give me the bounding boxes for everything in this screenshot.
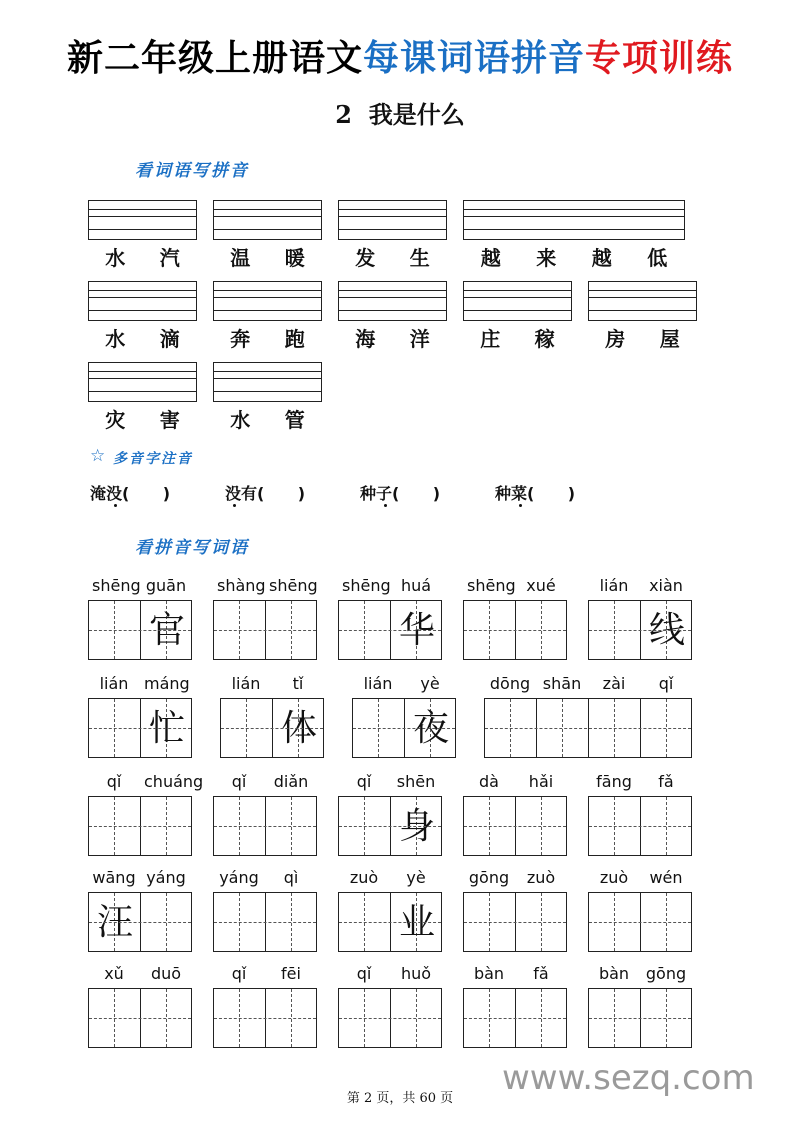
tianzige-grid[interactable] [213, 796, 317, 856]
pinyin-label: dà [479, 772, 499, 791]
writing-line [89, 378, 196, 379]
word-char: 生 [409, 246, 430, 270]
tianzige-grid[interactable] [213, 988, 317, 1048]
pinyin-writing-lines[interactable] [338, 281, 447, 321]
given-char [464, 989, 516, 1049]
guide-line [221, 728, 323, 729]
pinyin-writing-lines[interactable] [463, 281, 572, 321]
writing-line [464, 216, 684, 217]
word-char: 海 [355, 327, 376, 351]
pinyin-label: lián [363, 674, 393, 693]
writing-line [464, 209, 684, 210]
pinyin-label: shēn [396, 772, 436, 791]
pinyin-label: shēng [467, 576, 516, 595]
pinyin-writing-lines[interactable] [88, 362, 197, 402]
pinyin-label: yáng [219, 868, 259, 887]
pinyin-label: lián [99, 674, 129, 693]
tianzige-grid[interactable] [88, 796, 192, 856]
given-char: 华 [398, 610, 435, 651]
pinyin-label: shēng [342, 576, 391, 595]
given-char: 汪 [96, 902, 133, 943]
pinyin-label: fǎ [658, 772, 674, 791]
pinyin-label: shàng [217, 576, 266, 595]
pinyin-label: shēng [92, 576, 141, 595]
given-char [641, 893, 693, 953]
pinyin-label: zài [602, 674, 626, 693]
guide-line [339, 826, 441, 827]
writing-line [464, 290, 571, 291]
pinyin-label: fāng [596, 772, 632, 791]
writing-line [89, 371, 196, 372]
given-char [464, 797, 516, 857]
writing-line [214, 216, 321, 217]
given-char [141, 989, 193, 1049]
given-char [266, 989, 318, 1049]
given-char [589, 989, 641, 1049]
given-char: 忙 [148, 708, 185, 749]
guide-line [589, 630, 691, 631]
pinyin-label: yè [406, 868, 426, 887]
given-char: 线 [648, 610, 685, 651]
given-char [214, 601, 266, 661]
guide-line [89, 922, 191, 923]
given-char [339, 601, 391, 661]
pinyin-writing-lines[interactable] [88, 200, 197, 240]
pinyin-label: hǎi [528, 772, 554, 791]
guide-line [214, 630, 316, 631]
guide-line [485, 728, 691, 729]
tianzige-grid[interactable] [463, 988, 567, 1048]
word-char: 水 [230, 408, 251, 432]
pinyin-writing-lines[interactable] [588, 281, 697, 321]
given-char [141, 893, 193, 953]
pinyin-label: zuò [599, 868, 629, 887]
given-char [589, 601, 641, 661]
word-char: 发 [355, 246, 376, 270]
pinyin-label: shēng [269, 576, 318, 595]
given-char [221, 699, 273, 759]
writing-line [89, 209, 196, 210]
given-char [589, 699, 641, 759]
tianzige-grid[interactable] [88, 698, 192, 758]
tianzige-grid[interactable] [588, 600, 692, 660]
pinyin-label: qǐ [231, 964, 247, 983]
word-char: 水 [105, 327, 126, 351]
pinyin-label: máng [144, 674, 190, 693]
pinyin-label: gōng [645, 964, 687, 983]
pinyin-writing-lines[interactable] [213, 362, 322, 402]
pinyin-writing-lines[interactable] [463, 200, 685, 240]
writing-line [89, 310, 196, 311]
given-char [89, 989, 141, 1049]
given-char [89, 601, 141, 661]
pinyin-label: qǐ [106, 772, 122, 791]
given-char [589, 893, 641, 953]
tianzige-grid[interactable] [88, 892, 192, 952]
pinyin-label: wāng [92, 868, 136, 887]
given-char [266, 893, 318, 953]
guide-line [353, 728, 455, 729]
word-char: 越 [591, 246, 612, 270]
title-part-blue: 每课词语拼音 [362, 37, 585, 79]
given-char [516, 797, 568, 857]
guide-line [89, 630, 191, 631]
writing-line [464, 310, 571, 311]
writing-line [89, 290, 196, 291]
given-char [537, 699, 589, 759]
word-char: 低 [647, 246, 668, 270]
writing-line [589, 290, 696, 291]
emphasis-dot [384, 504, 387, 507]
pinyin-label: fēi [281, 964, 301, 983]
writing-line [89, 216, 196, 217]
tianzige-grid[interactable] [338, 600, 442, 660]
pinyin-writing-lines[interactable] [213, 200, 322, 240]
given-char [266, 797, 318, 857]
word-char: 庄 [480, 327, 501, 351]
writing-line [89, 229, 196, 230]
writing-line [339, 310, 446, 311]
writing-line [214, 209, 321, 210]
tianzige-grid[interactable] [338, 796, 442, 856]
given-char: 官 [148, 610, 185, 651]
pinyin-label: xué [526, 576, 556, 595]
pinyin-label: dōng [489, 674, 531, 693]
given-char [516, 893, 568, 953]
guide-line [339, 922, 441, 923]
given-char [339, 893, 391, 953]
pinyin-label: huá [400, 576, 432, 595]
word-char: 来 [536, 246, 557, 270]
polyphone-item: 种菜( ) [495, 484, 576, 503]
pinyin-label: diǎn [273, 772, 309, 791]
tianzige-grid[interactable] [338, 892, 442, 952]
given-char [353, 699, 405, 759]
writing-line [214, 297, 321, 298]
guide-line [214, 922, 316, 923]
pinyin-label: chuáng [144, 772, 204, 791]
given-char [464, 893, 516, 953]
given-char [516, 601, 568, 661]
pinyin-label: gōng [468, 868, 510, 887]
writing-line [214, 290, 321, 291]
given-char [89, 797, 141, 857]
writing-line [464, 297, 571, 298]
given-char: 夜 [412, 708, 449, 749]
tianzige-grid[interactable] [463, 796, 567, 856]
pinyin-label: lián [231, 674, 261, 693]
word-char: 汽 [159, 246, 180, 270]
star-icon: ☆ [90, 446, 106, 466]
guide-line [89, 1018, 191, 1019]
tianzige-grid[interactable] [463, 892, 567, 952]
guide-line [589, 922, 691, 923]
tianzige-grid[interactable] [220, 698, 324, 758]
pinyin-label: xiàn [649, 576, 683, 595]
word-char: 灾 [105, 408, 126, 432]
polyphone-item: 种子( ) [360, 484, 441, 503]
word-char: 滴 [159, 327, 180, 351]
emphasis-dot [519, 504, 522, 507]
writing-line [214, 378, 321, 379]
word-char: 跑 [284, 327, 305, 351]
pinyin-label: tǐ [292, 674, 304, 693]
pinyin-label: shān [542, 674, 582, 693]
writing-line [89, 297, 196, 298]
given-char [214, 893, 266, 953]
word-char: 温 [230, 246, 251, 270]
pinyin-writing-lines[interactable] [338, 200, 447, 240]
given-char: 身 [398, 806, 435, 847]
writing-line [214, 229, 321, 230]
title-part-black: 新二年级上册语文 [66, 37, 363, 79]
writing-line [589, 310, 696, 311]
writing-line [214, 391, 321, 392]
pinyin-label: zuò [349, 868, 379, 887]
tianzige-grid[interactable] [88, 988, 192, 1048]
tianzige-grid[interactable] [338, 988, 442, 1048]
tianzige-grid[interactable] [588, 892, 692, 952]
pinyin-label: qǐ [658, 674, 674, 693]
pinyin-label: qǐ [231, 772, 247, 791]
guide-line [339, 630, 441, 631]
pinyin-label: fǎ [533, 964, 549, 983]
tianzige-grid[interactable] [213, 892, 317, 952]
word-char: 屋 [659, 327, 680, 351]
writing-line [339, 209, 446, 210]
writing-line [89, 391, 196, 392]
pinyin-writing-lines[interactable] [88, 281, 197, 321]
word-char: 奔 [230, 327, 251, 351]
writing-line [214, 371, 321, 372]
polyphone-item: 没有( ) [225, 484, 306, 503]
guide-line [89, 826, 191, 827]
pinyin-label: lián [599, 576, 629, 595]
pinyin-label: xǔ [104, 964, 124, 983]
pinyin-label: guān [145, 576, 187, 595]
guide-line [464, 826, 566, 827]
writing-line [464, 229, 684, 230]
word-char: 暖 [284, 246, 305, 270]
writing-line [339, 290, 446, 291]
pinyin-label: wén [649, 868, 683, 887]
watermark: www.sezq.com [502, 1058, 755, 1098]
guide-line [464, 630, 566, 631]
writing-line [339, 216, 446, 217]
guide-line [214, 826, 316, 827]
pinyin-label: bàn [473, 964, 505, 983]
section-heading-write-words: 看拼音写词语 [135, 538, 249, 558]
given-char [391, 989, 443, 1049]
pinyin-label: huǒ [400, 964, 432, 983]
word-char: 水 [105, 246, 126, 270]
emphasis-dot [114, 504, 117, 507]
writing-line [339, 297, 446, 298]
given-char [266, 601, 318, 661]
writing-line [589, 297, 696, 298]
word-char: 房 [605, 327, 626, 351]
tianzige-grid[interactable] [213, 600, 317, 660]
guide-line [589, 826, 691, 827]
tianzige-grid[interactable] [588, 796, 692, 856]
given-char [464, 601, 516, 661]
pinyin-label: qǐ [356, 772, 372, 791]
given-char [641, 699, 693, 759]
given-char [641, 797, 693, 857]
word-char: 害 [159, 408, 180, 432]
pinyin-label: bàn [598, 964, 630, 983]
lesson-title: 2 我是什么 [335, 100, 465, 129]
section-heading-polyphone: 多音字注音 [113, 451, 193, 467]
guide-line [89, 728, 191, 729]
pinyin-label: qǐ [356, 964, 372, 983]
given-char [589, 797, 641, 857]
given-char [214, 797, 266, 857]
guide-line [464, 1018, 566, 1019]
emphasis-dot [233, 504, 236, 507]
tianzige-grid[interactable] [484, 698, 692, 758]
given-char: 体 [280, 708, 317, 749]
tianzige-grid[interactable] [463, 600, 567, 660]
pinyin-label: yè [420, 674, 440, 693]
tianzige-grid[interactable] [352, 698, 456, 758]
given-char [339, 989, 391, 1049]
guide-line [339, 1018, 441, 1019]
given-char [641, 989, 693, 1049]
pinyin-label: duō [150, 964, 182, 983]
guide-line [464, 922, 566, 923]
guide-line [589, 1018, 691, 1019]
polyphone-item: 淹没( ) [90, 484, 171, 503]
pinyin-label: yáng [146, 868, 186, 887]
tianzige-grid[interactable] [88, 600, 192, 660]
guide-line [214, 1018, 316, 1019]
word-char: 洋 [409, 327, 430, 351]
pinyin-label: qì [283, 868, 299, 887]
given-char [141, 797, 193, 857]
given-char [89, 699, 141, 759]
pinyin-writing-lines[interactable] [213, 281, 322, 321]
given-char [214, 989, 266, 1049]
page-footer: 第 2 页，共 60 页 [346, 1091, 454, 1106]
title-part-red: 专项训练 [585, 37, 734, 79]
tianzige-grid[interactable] [588, 988, 692, 1048]
section-heading-write-pinyin: 看词语写拼音 [135, 161, 249, 181]
word-char: 越 [480, 246, 501, 270]
given-char: 业 [398, 902, 435, 943]
word-char: 管 [284, 408, 305, 432]
writing-line [214, 310, 321, 311]
writing-line [339, 229, 446, 230]
given-char [339, 797, 391, 857]
given-char [485, 699, 537, 759]
word-char: 稼 [534, 327, 555, 351]
page-title [0, 30, 800, 81]
given-char [516, 989, 568, 1049]
pinyin-label: zuò [526, 868, 556, 887]
